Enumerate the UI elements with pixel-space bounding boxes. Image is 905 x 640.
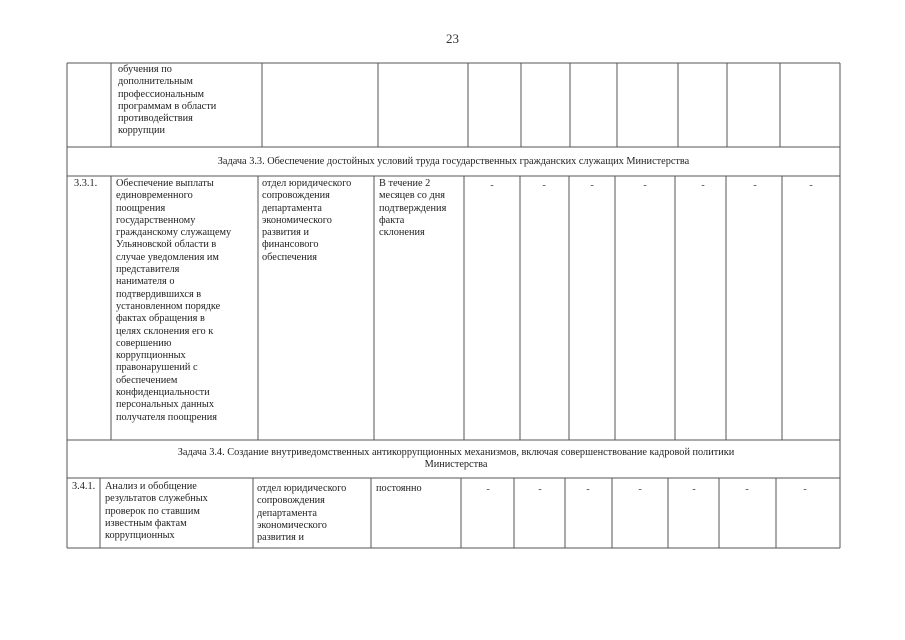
row-3-3-1-number: 3.3.1. [74,178,98,189]
row-3-4-1-value-2: - [538,484,542,495]
row-3-4-1-number: 3.4.1. [72,481,96,492]
row-3-4-1-value-4: - [638,484,642,495]
row-3-3-1-value-3: - [590,180,594,191]
row-3-3-1-value-6: - [753,180,757,191]
row-3-4-1-value-1: - [486,484,490,495]
row-3-3-1-term: В течение 2 месяцев со дня подтверждения факта склонения [379,178,447,239]
row-3-4-1-value-7: - [803,484,807,495]
task-3-3-heading: Задача 3.3. Обеспечение достойных условий труда государственных гражданских служащих Министерства [217,156,690,167]
row-3-3-1-value-4: - [643,180,647,191]
row-3-3-1-value-7: - [809,180,813,191]
row-top-measure: обучения по дополнительным профессиональным программам в области противодействия коррупции [118,64,217,137]
row-3-4-1-value-5: - [692,484,696,495]
row-3-4-1-term: постоянно [376,483,422,494]
row-3-3-1-measure: Обеспечение выплаты единовременного поощрения государственному гражданскому служащему Ульяновской области в случае уведомления им представителя нанимателя о подтвердившихся в установленном порядке фактах обращения в целях склонения его к совершению коррупционных правонарушений с обеспечением конфиденциальности персональных данных получателя поощрения [116,178,232,423]
row-3-4-1-value-3: - [586,484,590,495]
row-3-4-1-value-6: - [745,484,749,495]
row-3-3-1-executor: отдел юридического сопровождения департамента экономического развития и финансового обеспечения [262,178,352,263]
page-number: 23 [446,31,459,46]
row-3-3-1-value-1: - [490,180,494,191]
task-3-4-heading: Задача 3.4. Создание внутриведомственных антикоррупционных механизмов, включая совершенствование кадровой политики Министерства [177,447,735,471]
row-3-4-1-measure: Анализ и обобщение результатов служебных проверок по ставшим известным фактам коррупционных [105,481,208,542]
row-3-4-1-executor: отдел юридического сопровождения департамента экономического развития и [257,483,347,544]
row-3-3-1-value-2: - [542,180,546,191]
row-3-3-1-value-5: - [701,180,705,191]
